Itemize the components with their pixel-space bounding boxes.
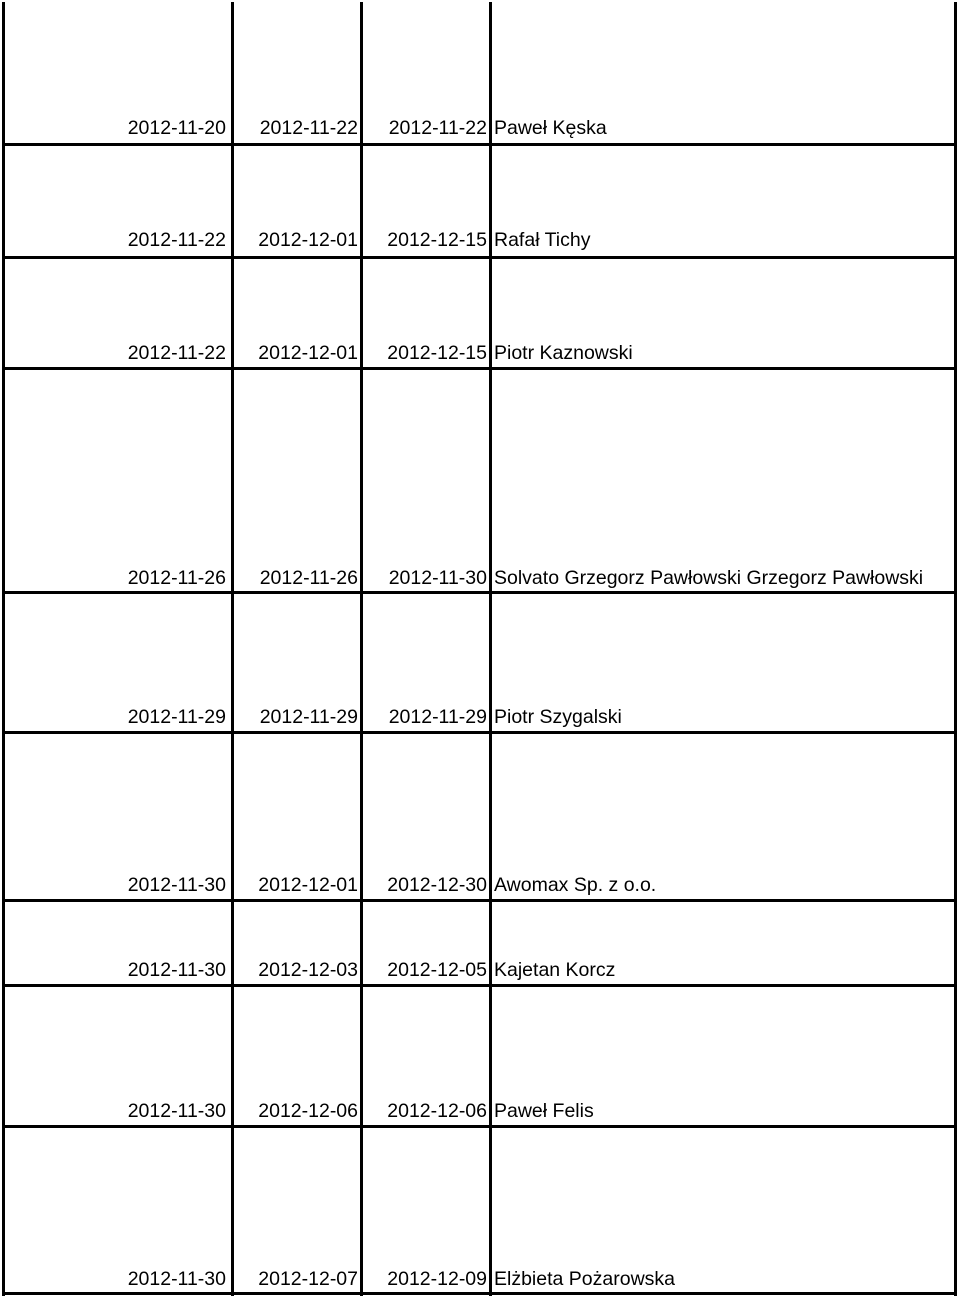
person-name-cell: Elżbieta Pożarowska: [494, 1268, 676, 1290]
end-date-cell: 2012-12-15: [387, 342, 487, 364]
row-divider: [4, 367, 956, 370]
person-name-cell: Paweł Kęska: [494, 117, 607, 139]
second-date-cell: 2012-12-01: [258, 229, 358, 251]
second-date-cell: 2012-12-06: [258, 1100, 358, 1122]
row-divider: [4, 1125, 956, 1128]
row-divider: [4, 256, 956, 259]
end-date-cell: 2012-12-30: [387, 874, 487, 896]
person-name-cell: Piotr Szygalski: [494, 706, 622, 728]
row-divider: [4, 143, 956, 146]
end-date-cell: 2012-11-30: [388, 567, 487, 589]
end-date-cell: 2012-12-15: [387, 229, 487, 251]
start-date-cell: 2012-11-22: [127, 229, 226, 251]
table-border-bottom: [4, 1292, 956, 1295]
start-date-cell: 2012-11-30: [127, 1268, 226, 1290]
second-date-cell: 2012-11-22: [259, 117, 358, 139]
second-date-cell: 2012-11-29: [259, 706, 358, 728]
second-date-cell: 2012-12-01: [258, 342, 358, 364]
table-border-left: [2, 2, 5, 1296]
second-date-cell: 2012-12-01: [258, 874, 358, 896]
start-date-cell: 2012-11-26: [127, 567, 226, 589]
start-date-cell: 2012-11-30: [127, 874, 226, 896]
end-date-cell: 2012-11-29: [388, 706, 487, 728]
column-divider: [360, 2, 363, 1296]
start-date-cell: 2012-11-30: [127, 959, 226, 981]
start-date-cell: 2012-11-22: [127, 342, 226, 364]
person-name-cell: Piotr Kaznowski: [494, 342, 633, 364]
table-border-right: [954, 2, 957, 1296]
person-name-cell: Rafał Tichy: [494, 229, 591, 251]
end-date-cell: 2012-12-09: [387, 1268, 487, 1290]
end-date-cell: 2012-12-05: [387, 959, 487, 981]
end-date-cell: 2012-11-22: [388, 117, 487, 139]
second-date-cell: 2012-12-03: [258, 959, 358, 981]
person-name-cell: Kajetan Korcz: [494, 959, 616, 981]
row-divider: [4, 899, 956, 902]
company-name-cell: Awomax Sp. z o.o.: [494, 874, 657, 896]
start-date-cell: 2012-11-30: [127, 1100, 226, 1122]
second-date-cell: 2012-11-26: [259, 567, 358, 589]
second-date-cell: 2012-12-07: [258, 1268, 358, 1290]
column-divider: [231, 2, 234, 1296]
row-divider: [4, 984, 956, 987]
row-divider: [4, 731, 956, 734]
column-divider: [489, 2, 492, 1296]
row-divider: [4, 591, 956, 594]
company-name-cell: Solvato Grzegorz Pawłowski Grzegorz Pawłowski: [494, 567, 924, 589]
person-name-cell: Paweł Felis: [494, 1100, 594, 1122]
start-date-cell: 2012-11-20: [127, 117, 226, 139]
start-date-cell: 2012-11-29: [127, 706, 226, 728]
end-date-cell: 2012-12-06: [387, 1100, 487, 1122]
